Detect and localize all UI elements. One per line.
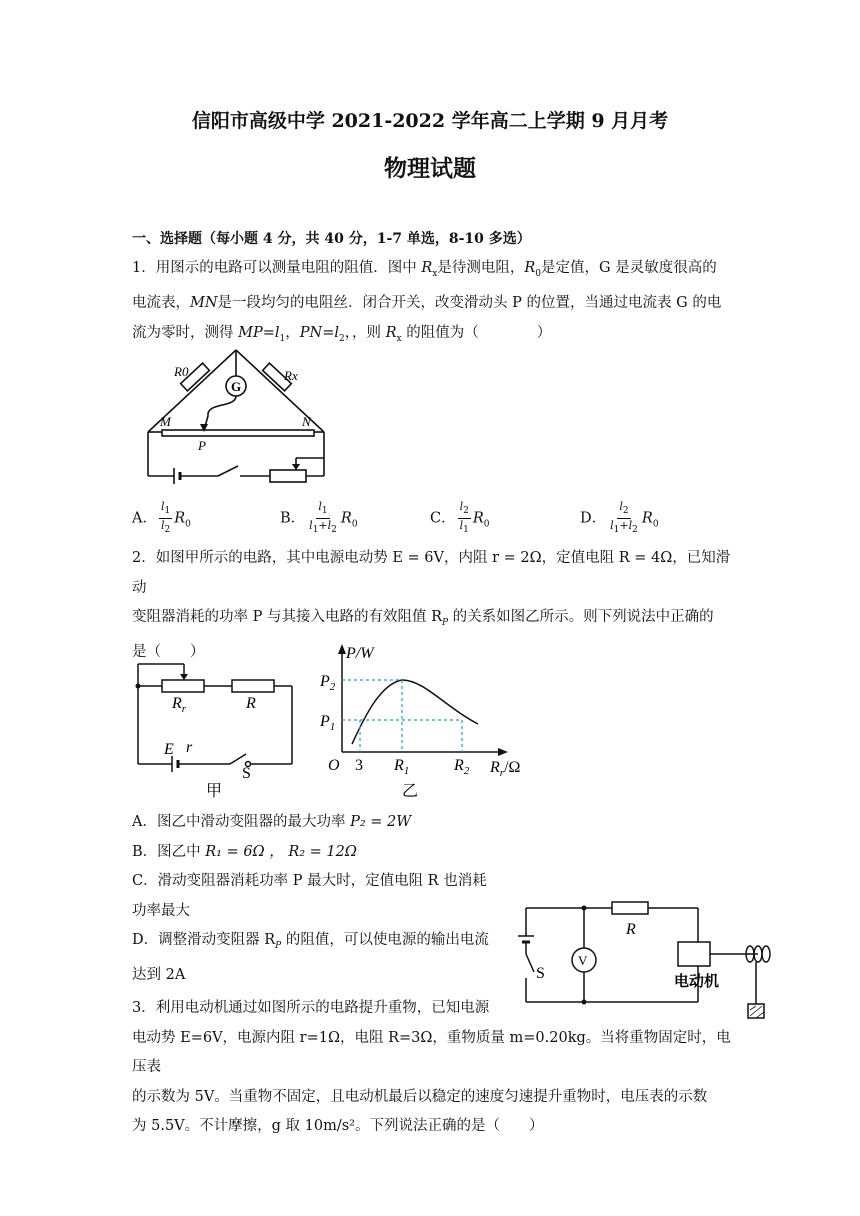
option-1A[interactable]: A． $\frac{l_1}{l_2}$ $R_0$ <box>132 500 191 536</box>
label-N: N <box>302 414 311 429</box>
graph-tick-3: 3 <box>355 757 363 774</box>
option-2C[interactable]: C．滑动变阻器消耗功率 P 最大时，定值电阻 R 也消耗 功率最大 <box>132 873 487 919</box>
exam-subtitle: 物理试题 <box>384 155 476 182</box>
option-2A[interactable]: A．图乙中滑动变阻器的最大功率 P₂ = 2W <box>132 814 412 830</box>
question-2-options <box>132 808 502 991</box>
label-R: R <box>246 695 256 712</box>
label-S: S <box>242 765 251 782</box>
option-1D[interactable]: D． $\frac{l_2}{l_1+l_2}$ $R_0$ <box>580 500 659 536</box>
label-G: G <box>231 379 242 394</box>
question-2-graph-yi <box>312 640 542 802</box>
label-Rr: $R_r$ <box>172 695 187 715</box>
label-P: P <box>198 438 206 453</box>
option-2D[interactable]: D．调整滑动变阻器 $R_P$ 的阻值，可以使电源的输出电流 达到 2A <box>132 932 489 984</box>
label-V: V <box>578 953 588 968</box>
label-r: r <box>186 739 193 756</box>
label-E: E <box>164 741 174 758</box>
question-3-text: 3．利用电动机通过如图所示的电路提升重物，已知电源 电动势 E=6V，电源内阻 r=1Ω，电阻 R=3Ω，重物质量 m=0.20kg。当将重物固定时，电压表 的示数为 5V。当重物不固定，且电动机最后以稳定的速度匀速提升重物时，电压表的示数 为 5.5V。不计摩擦，g 取 10m/s²。下列说法正确的是（ ） <box>132 1000 731 1134</box>
option-1C[interactable]: C． $\frac{l_2}{l_1}$ $R_0$ <box>430 500 490 536</box>
label-R: R <box>626 921 636 938</box>
label-motor: 电动机 <box>674 974 720 990</box>
label-Rx: Rx <box>284 368 298 383</box>
option-2B[interactable]: B．图乙中 R₁ = 6Ω ， R₂ = 12Ω <box>132 843 357 860</box>
graph-xlabel: $R_r/\Omega$ <box>490 759 521 779</box>
graph-origin: O <box>328 757 340 774</box>
graph-label-P1: $P_1$ <box>320 713 336 733</box>
graph-tick-R2: $R_2$ <box>454 757 470 777</box>
exam-title: 信阳市高级中学 2021-2022 学年高二上学期 9 月月考 <box>191 110 669 132</box>
section-heading: 一、选择题（每小题 4 分，共 40 分，1-7 单选，8-10 多选） <box>132 231 531 247</box>
question-1-circuit-diagram <box>136 346 336 486</box>
question-2-text: 2．如图甲所示的电路，其中电源电动势 E = 6V，内阻 r = 2Ω，定值电阻 R = 4Ω，已知滑动 变阻器消耗的功率 P 与其接入电路的有效阻值 $R_P$ 的关系如图乙所示。则下列说法中正确的 是（ ） <box>132 550 731 661</box>
graph-label-P2: $P_2$ <box>320 673 336 693</box>
graph-ylabel: P/W <box>346 645 374 662</box>
caption-yi: 乙 <box>402 783 419 800</box>
label-R0: R0 <box>174 364 189 379</box>
caption-jia: 甲 <box>206 783 223 800</box>
option-1B[interactable]: B． $\frac{l_1}{l_1+l_2}$ $R_0$ <box>280 500 358 536</box>
question-2-circuit-jia <box>126 652 306 802</box>
label-S: S <box>536 965 545 982</box>
graph-tick-R1: $R_1$ <box>394 757 410 777</box>
question-1-text: 1．用图示的电路可以测量电阻的阻值．图中 $R_x$是待测电阻，$R_0$是定值，G 是灵敏度很高的 电流表，MN是一段均匀的电阻丝．闭合开关，改变滑动头 P 的位置，当通过电流表 G 的电 流为零时，测得 $MP=l_1$，$PN=l_2$，，则 $R_x$ 的阻值为（ ） <box>132 260 722 344</box>
label-M: M <box>160 414 171 429</box>
